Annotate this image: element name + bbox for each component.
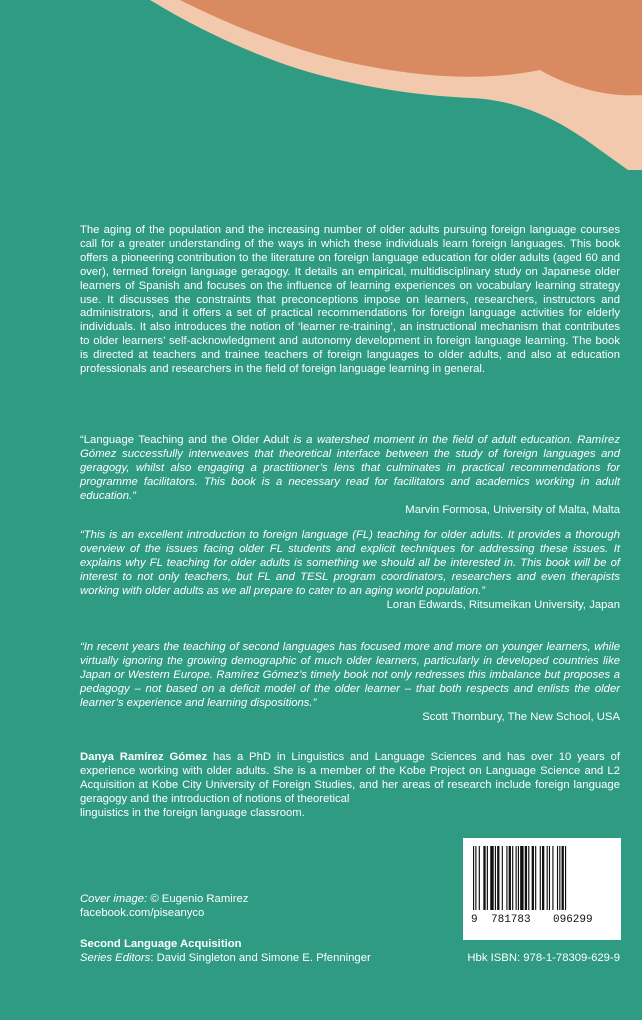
barcode-first-digit: 9 (471, 914, 478, 926)
barcode-bar (495, 846, 496, 910)
barcode-bar (557, 846, 558, 910)
cover-url: facebook.com/piseanyco (80, 906, 205, 919)
barcode-bar (549, 846, 550, 910)
barcode-bar (502, 846, 503, 910)
series-editors: : David Singleton and Simone E. Pfenninger (150, 951, 371, 964)
decorative-header-shapes (0, 0, 642, 170)
barcode-bars (471, 846, 613, 910)
barcode-bar (535, 846, 536, 910)
barcode-bar (532, 846, 534, 910)
barcode-bar (487, 846, 488, 910)
quote-attribution: Marvin Formosa, University of Malta, Malta (405, 503, 620, 516)
quote-text: “In recent years the teaching of second languages has focused more and more on younger learners, while virtually ignoring the growing demographic of much older learners, particularly in developed countries like Japan or Western Europe. Ramírez Gómez’s timely book not only redresses this imbalance but proposes a pedagogy – not based on a deficit model of the older learner – that both respects and enlists the older learner’s experience and learning dispositions.” (80, 641, 620, 709)
barcode-bar (506, 846, 507, 910)
barcode-bar (483, 846, 485, 910)
author-bio (80, 751, 620, 821)
barcode-group-1: 781783 (491, 914, 531, 926)
barcode-bar (542, 846, 544, 910)
isbn: Hbk ISBN: 978-1-78309-629-9 (467, 952, 620, 964)
series-info (80, 938, 371, 966)
barcode-bar (540, 846, 541, 910)
barcode-bar (509, 846, 511, 910)
quote-attribution: Scott Thornbury, The New School, USA (422, 710, 620, 723)
series-editors-label: Series Editors (80, 951, 151, 964)
cover-artist: © Eugenio Ramirez (147, 893, 249, 905)
author-bio-text: has a PhD in Linguistics and Language Sciences and has over 10 years of experience working with older adults. She is a member of the Kobe Project on Language Science and L2 Acquisition at Kobe City University of Foreign Studies, and her areas of research include foreign language geragogy and the introduction of notions of theoretical (80, 751, 620, 805)
barcode-bar (518, 846, 519, 910)
barcode-group-2: 096299 (553, 914, 593, 926)
cover-credit (80, 893, 248, 921)
barcode-bar (490, 846, 493, 910)
barcode-bar (562, 846, 564, 910)
barcode-bar (516, 846, 517, 910)
endorsement-quote-2 (80, 529, 620, 612)
barcode-bar (473, 846, 474, 910)
barcode-bar (547, 846, 548, 910)
quote-book-title: “Language Teaching and the Older Adult (80, 434, 289, 446)
cover-image-label: Cover image: (80, 893, 148, 905)
barcode-bar (552, 846, 553, 910)
barcode (463, 838, 621, 940)
barcode-bar (479, 846, 480, 910)
barcode-bar (497, 846, 499, 910)
barcode-bar (520, 846, 523, 910)
barcode-bar (528, 846, 529, 910)
quote-text: “This is an excellent introduction to foreign language (FL) teaching for older adults. It provides a thorough overview of the issues facing older FL students and explicit techniques for addressing these issues. It explains why FL teaching for older adults is something we should all be interested in. This book will be of interest to not only teachers, but FL and TESL program coordinators, researchers and even therapists working with older adults as we all prepare to cater to an aging world population.” (80, 529, 620, 597)
author-name: Danya Ramírez Gómez (80, 751, 208, 763)
series-title: Second Language Acquisition (80, 938, 242, 950)
quote-attribution: Loran Edwards, Ritsumeikan University, Japan (386, 598, 620, 611)
barcode-bar (525, 846, 527, 910)
book-description: The aging of the population and the increasing number of older adults pursuing foreign language courses call for a greater understanding of the ways in which these individuals learn foreign languages. This book offers a pioneering contribution to the literature on foreign language education for older adults (aged 60 and over), termed foreign language geragogy. It details an empirical, multidisciplinary study on Japanese older learners of Spanish and focuses on the influence of learning experiences on vocabulary learning strategy use. It discusses the constraints that preconceptions impose on learners, researchers, instructors and administrators, and it offers a set of practical recommendations for foreign language activities for elderly individuals. It also introduces the notion of ‘learner re-training’, an instructional mechanism that contributes to older learners’ self-acknowledgment and autonomy development in foreign language learning. The book is directed at teachers and trainee teachers of foreign languages to older adults, and also at education professionals and researchers in the field of foreign language learning in general. (80, 224, 620, 376)
endorsement-quote-1 (80, 434, 620, 517)
barcode-bar (512, 846, 513, 910)
author-bio-text-end: linguistics in the foreign language classroom. (80, 806, 305, 819)
endorsement-quote-3 (80, 641, 620, 724)
barcode-bar (559, 846, 560, 910)
barcode-bar (475, 846, 476, 910)
quote-text: is a watershed moment in the field of adult education. Ramírez Gómez successfully interweaves that theoretical interface between the study of foreign languages and geragogy, whilst also engaging a practitioner’s lens that culminates in practical recommendations for programme facilitators. This book is a necessary read for facilitators and academics working in adult education.” (80, 434, 620, 502)
barcode-bar (565, 846, 566, 910)
